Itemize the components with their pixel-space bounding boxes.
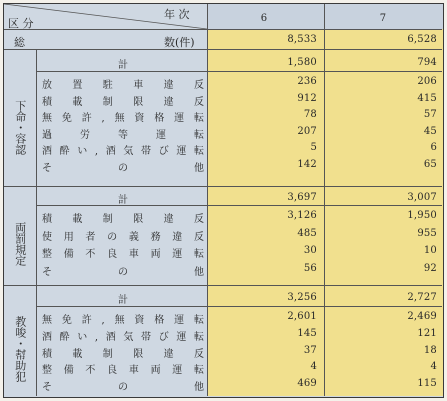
- row-value-7: 45: [423, 125, 437, 137]
- total-v6: 8,533: [287, 34, 317, 45]
- row-label: 無免許,無資格運転: [42, 113, 204, 124]
- row-label: その他: [42, 266, 204, 278]
- row-label: 整備不良車両運転: [42, 249, 204, 260]
- section-2-title: 両罰規定: [13, 222, 27, 266]
- row-label: 過労等運転: [42, 129, 204, 141]
- row-label: 積載制限違反: [42, 214, 204, 225]
- section-2-subtotal-label: 計: [118, 195, 128, 206]
- header-diagonal: [4, 4, 208, 30]
- row-label: 無免許,無資格運転: [42, 315, 204, 326]
- section-1-subtotal-label: 計: [118, 60, 128, 71]
- section-3-subtotal-v6: 3,256: [287, 292, 317, 303]
- total-label-left: 総: [14, 36, 25, 49]
- row-value-7: 121: [417, 327, 437, 339]
- row-label: 整備不良車両運転: [42, 365, 204, 377]
- row-value-7: 6: [430, 142, 437, 153]
- section-1-title: 下命・容認: [13, 99, 27, 155]
- row-label: 酒酔い,酒気帯び運転: [42, 331, 204, 343]
- row-value-6: 3,126: [287, 210, 317, 221]
- row-label: その他: [42, 382, 204, 394]
- row-value-7: 206: [417, 76, 437, 87]
- row-value-7: 955: [417, 227, 437, 239]
- row-label: 使用者の義務違反: [42, 231, 204, 243]
- row-label: 積載制限違反: [42, 96, 204, 108]
- header-category: 区 分: [8, 17, 34, 30]
- section-3-subtotal-label: 計: [118, 295, 128, 306]
- total-label-right: 数(件): [164, 36, 195, 49]
- row-value-7: 92: [423, 262, 437, 274]
- section-1-subtotal-v6: 1,580: [287, 57, 317, 68]
- row-value-6: 142: [297, 158, 317, 170]
- section-2-subtotal-v7: 3,007: [407, 192, 437, 203]
- row-value-7: 2,469: [407, 311, 437, 322]
- row-value-6: 4: [310, 361, 317, 373]
- row-value-7: 1,950: [407, 210, 437, 221]
- row-label: その他: [42, 162, 204, 174]
- row-value-6: 469: [297, 378, 317, 390]
- row-value-7: 4: [430, 361, 437, 373]
- row-label: 積載制限違反: [42, 348, 204, 360]
- statistics-table: [3, 3, 444, 398]
- row-value-7: 415: [417, 92, 437, 104]
- section-2-subtotal-v6: 3,697: [287, 192, 317, 203]
- header-col-6: 6: [260, 13, 268, 24]
- section-1-subtotal-v7: 794: [417, 57, 437, 68]
- total-v7: 6,528: [407, 34, 437, 45]
- section-3-title: 教唆・幇助犯: [13, 316, 27, 382]
- row-value-6: 145: [297, 327, 317, 339]
- row-value-6: 30: [303, 245, 317, 256]
- row-label: 酒酔い,酒気帯び運転: [42, 146, 204, 157]
- row-value-6: 912: [297, 92, 317, 104]
- row-label: 放置駐車違反: [42, 80, 204, 91]
- row-value-7: 18: [423, 344, 437, 356]
- row-value-7: 57: [423, 109, 437, 120]
- row-value-6: 56: [303, 262, 317, 274]
- row-value-6: 37: [303, 344, 317, 356]
- row-value-6: 2,601: [287, 311, 317, 322]
- header-col-7: 7: [379, 13, 387, 24]
- header-year: 年 次: [164, 8, 190, 21]
- row-value-7: 115: [417, 378, 437, 390]
- row-value-6: 78: [303, 109, 317, 120]
- row-value-7: 65: [423, 158, 437, 170]
- row-value-7: 10: [423, 245, 437, 256]
- section-3-subtotal-v7: 2,727: [407, 292, 437, 303]
- row-value-6: 207: [297, 125, 317, 137]
- row-value-6: 236: [297, 76, 317, 87]
- row-value-6: 5: [310, 142, 317, 153]
- row-value-6: 485: [297, 227, 317, 239]
